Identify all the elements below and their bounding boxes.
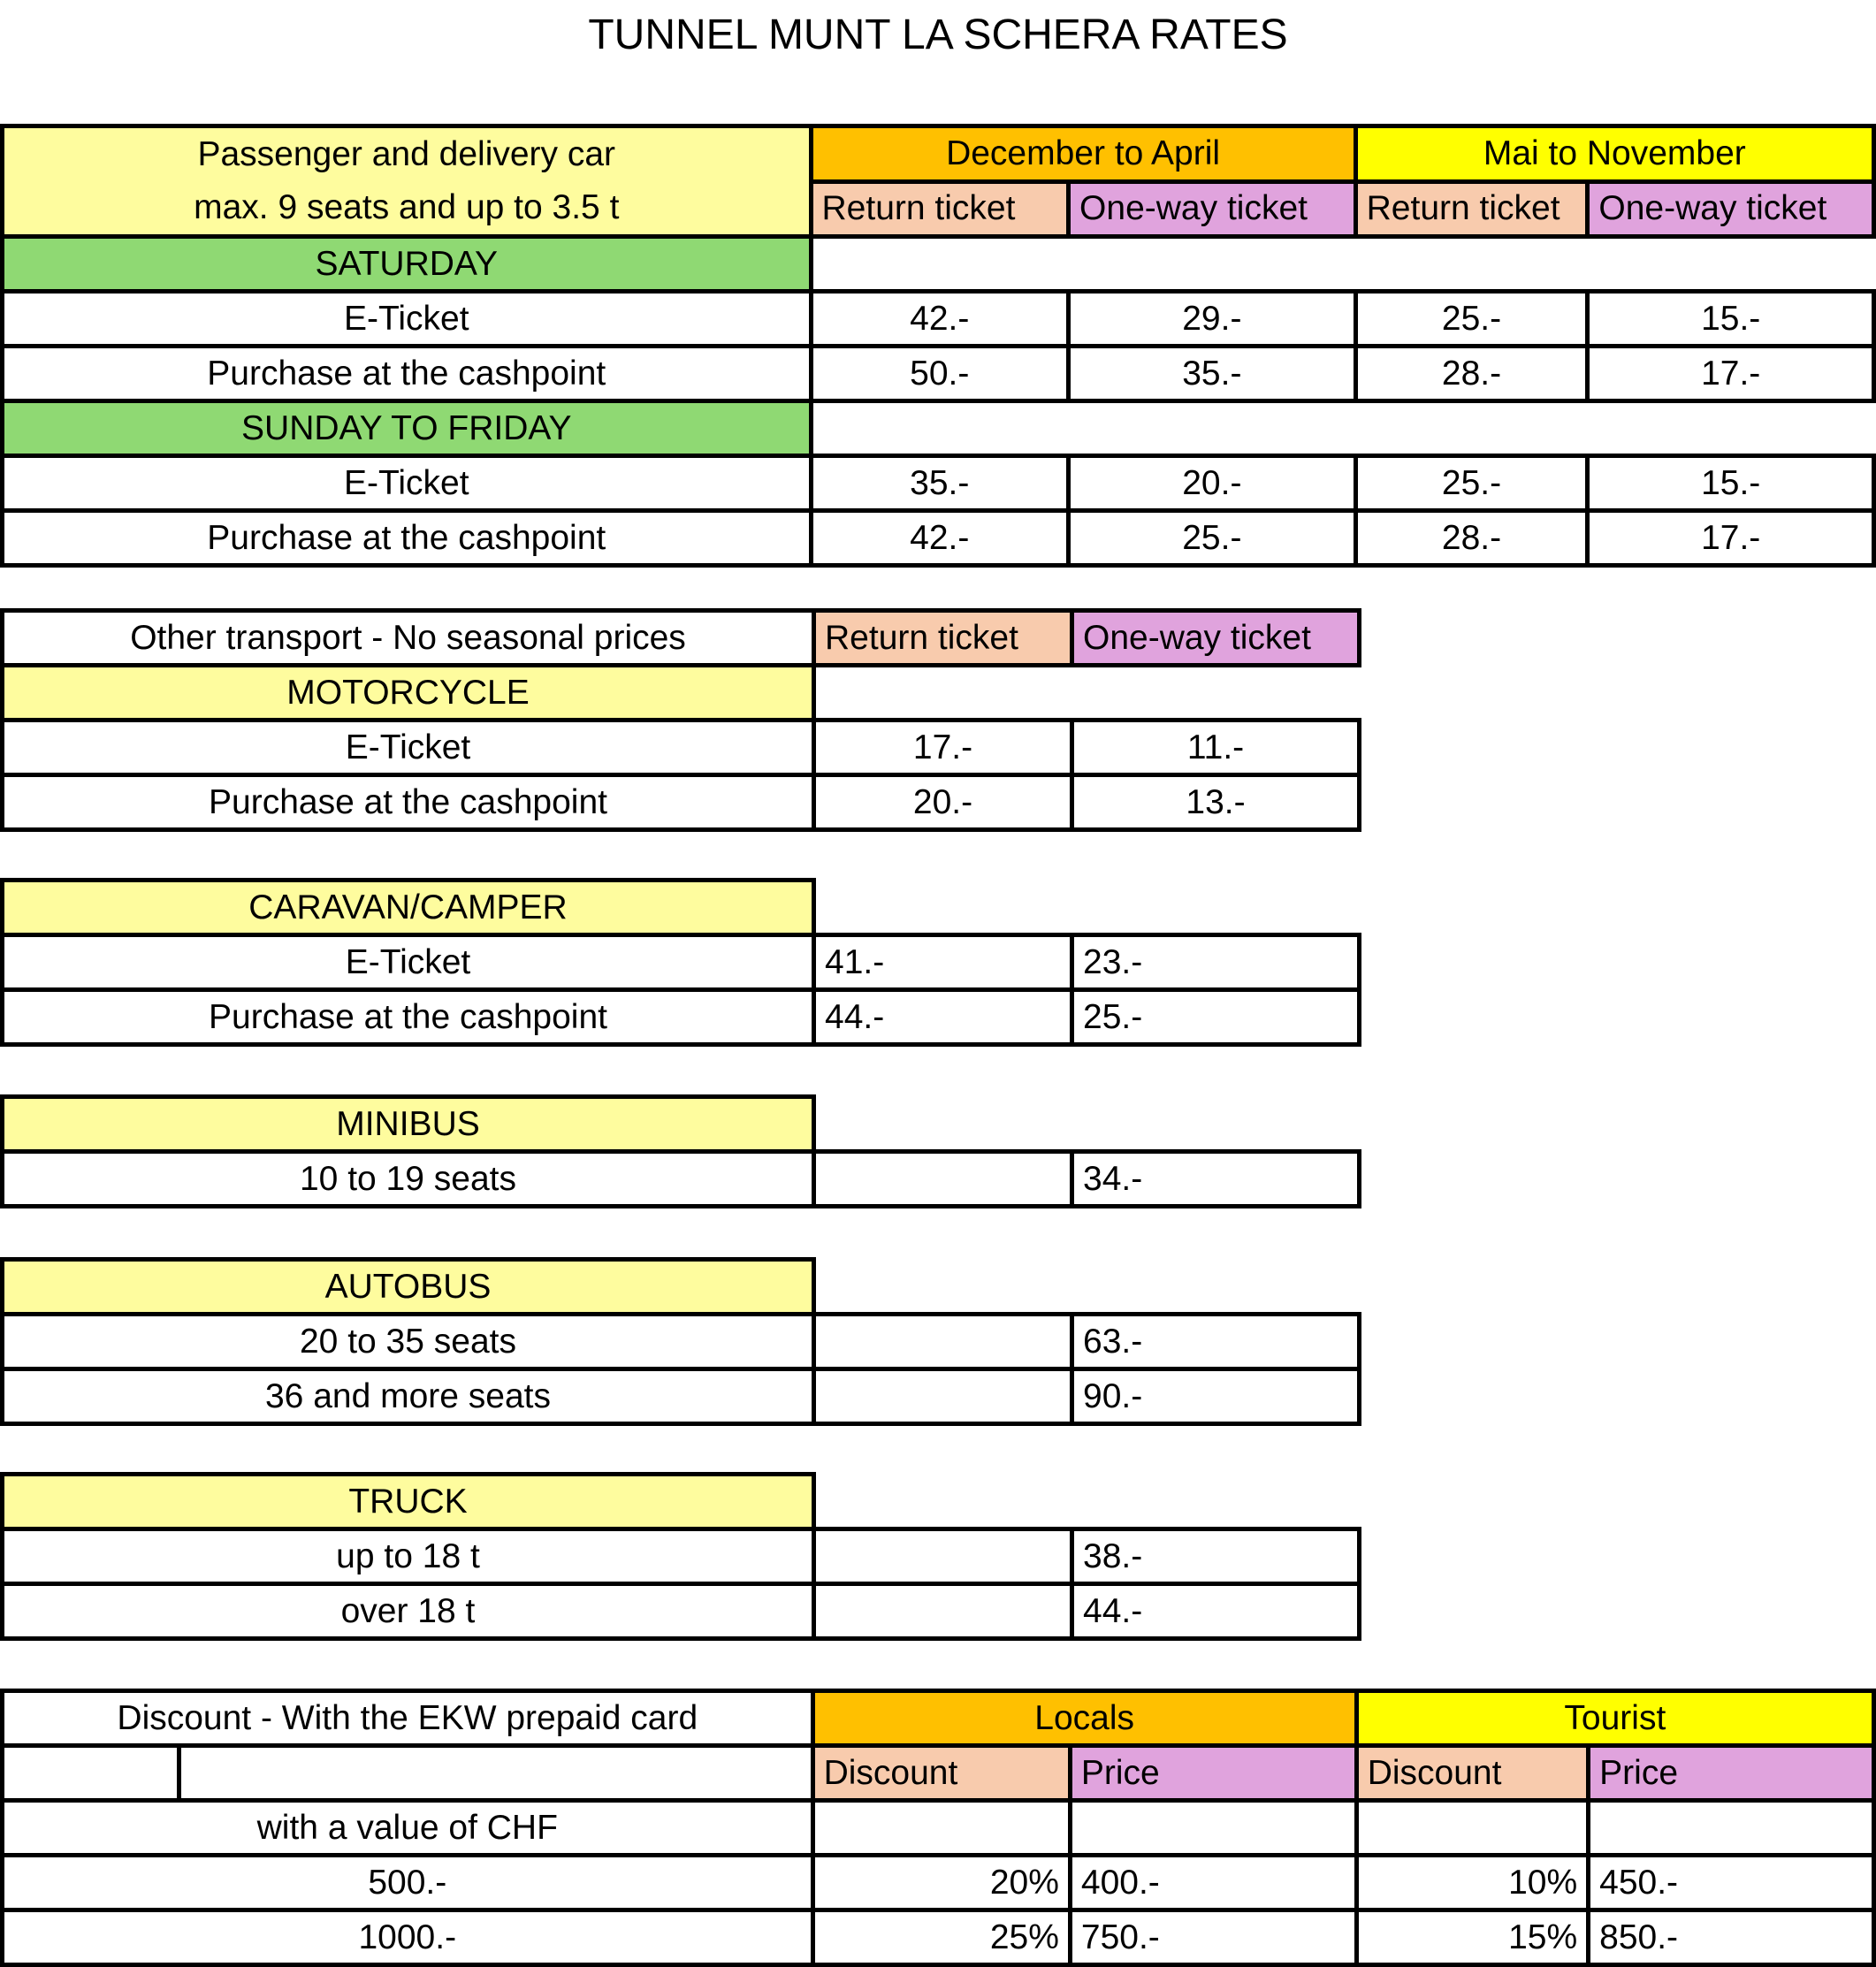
table-row [3, 1475, 1360, 1529]
table-row [3, 611, 1360, 666]
row-label-cell: Purchase at the cashpoint [3, 990, 814, 1045]
price-cell: 63.- [1072, 1315, 1360, 1369]
discount-table [0, 1689, 1876, 1967]
table-row [3, 1584, 1360, 1639]
table-row [3, 511, 1874, 566]
vehicle-header-cell [3, 126, 812, 237]
table-row [3, 1691, 1874, 1746]
price-cell: 17.- [1588, 347, 1874, 401]
row-label-cell: over 18 t [3, 1584, 814, 1639]
table-row [3, 237, 1874, 292]
card-value-cell: 1000.- [3, 1910, 813, 1965]
price-cell [814, 1315, 1072, 1369]
car-rates-table [0, 124, 1876, 568]
oneway-ticket-header-cell: One-way ticket [1072, 611, 1360, 666]
discount-cell: 25% [812, 1910, 1070, 1965]
locals-group-header-cell: Locals [812, 1691, 1356, 1746]
price-cell: 11.- [1072, 720, 1360, 775]
blank-cell [814, 666, 1360, 720]
price-cell: 15.- [1588, 292, 1874, 347]
other-transport-table [0, 608, 1361, 832]
price-cell [814, 1529, 1072, 1584]
price-cell: 25.- [1355, 456, 1588, 511]
price-column-header-cell: Price [1589, 1746, 1874, 1801]
price-cell: 25.- [1072, 990, 1360, 1045]
table-row [3, 1369, 1360, 1424]
price-cell: 34.- [1072, 1152, 1360, 1207]
blank-bordered-cell [812, 1801, 1070, 1856]
table-row [3, 126, 1874, 182]
oneway-ticket-header-cell: One-way ticket [1588, 181, 1874, 237]
row-label-cell: E-Ticket [3, 292, 812, 347]
card-value-cell: 500.- [3, 1856, 813, 1910]
season-header-cell-summer: Mai to November [1355, 126, 1873, 182]
page-title: TUNNEL MUNT LA SCHERA RATES [588, 11, 1288, 58]
day-section-cell: SATURDAY [3, 237, 812, 292]
price-cell: 850.- [1589, 1910, 1874, 1965]
price-cell [814, 1369, 1072, 1424]
blank-bordered-cell [1589, 1801, 1874, 1856]
price-cell: 15.- [1588, 456, 1874, 511]
price-cell: 28.- [1355, 511, 1588, 566]
price-column-header-cell: Price [1070, 1746, 1356, 1801]
row-label-cell: up to 18 t [3, 1529, 814, 1584]
price-cell: 44.- [1072, 1584, 1360, 1639]
value-label-cell: with a value of CHF [3, 1801, 813, 1856]
vehicle-section-cell: TRUCK [3, 1475, 814, 1529]
discount-cell: 15% [1356, 1910, 1588, 1965]
price-cell: 20.- [814, 775, 1072, 830]
table-row [3, 935, 1360, 990]
table-row [3, 666, 1360, 720]
table-row [3, 720, 1360, 775]
table-row [3, 881, 1360, 935]
blank-cell [814, 1260, 1360, 1315]
discount-column-header-cell: Discount [812, 1746, 1070, 1801]
discount-header-cell: Discount - With the EKW prepaid card [3, 1691, 813, 1746]
blank-cell [814, 881, 1360, 935]
row-label-cell: E-Ticket [3, 720, 814, 775]
price-cell: 35.- [811, 456, 1069, 511]
day-section-cell: SUNDAY TO FRIDAY [3, 401, 812, 456]
discount-cell: 10% [1356, 1856, 1588, 1910]
price-cell: 50.- [811, 347, 1069, 401]
vehicle-header-line1: Passenger and delivery car [197, 135, 616, 173]
price-cell: 42.- [811, 292, 1069, 347]
row-label-cell: Purchase at the cashpoint [3, 347, 812, 401]
table-row [3, 401, 1874, 456]
price-cell [814, 1584, 1072, 1639]
table-row [3, 1910, 1874, 1965]
price-cell: 28.- [1355, 347, 1588, 401]
table-row [3, 1315, 1360, 1369]
table-row [3, 347, 1874, 401]
price-cell: 17.- [814, 720, 1072, 775]
price-cell: 35.- [1069, 347, 1356, 401]
price-cell: 13.- [1072, 775, 1360, 830]
price-cell: 44.- [814, 990, 1072, 1045]
spacer-cell [179, 1746, 812, 1801]
price-cell: 25.- [1355, 292, 1588, 347]
spacer-cell [3, 1746, 179, 1801]
blank-cell [814, 1475, 1360, 1529]
table-row [3, 990, 1360, 1045]
table-row [3, 292, 1874, 347]
table-row [3, 1529, 1360, 1584]
discount-column-header-cell: Discount [1356, 1746, 1588, 1801]
vehicle-section-cell: MOTORCYCLE [3, 666, 814, 720]
blank-bordered-cell [1070, 1801, 1356, 1856]
price-cell: 450.- [1589, 1856, 1874, 1910]
price-cell [814, 1152, 1072, 1207]
table-row [3, 1746, 1874, 1801]
row-label-cell: 10 to 19 seats [3, 1152, 814, 1207]
return-ticket-header-cell: Return ticket [814, 611, 1072, 666]
return-ticket-header-cell: Return ticket [1355, 181, 1588, 237]
price-cell: 29.- [1069, 292, 1356, 347]
caravan-table [0, 878, 1361, 1047]
price-cell: 41.- [814, 935, 1072, 990]
row-label-cell: 20 to 35 seats [3, 1315, 814, 1369]
oneway-ticket-header-cell: One-way ticket [1069, 181, 1356, 237]
truck-table [0, 1472, 1361, 1641]
tourist-group-header-cell: Tourist [1356, 1691, 1873, 1746]
autobus-table [0, 1257, 1361, 1426]
minibus-table [0, 1094, 1361, 1208]
season-header-cell-winter: December to April [811, 126, 1355, 182]
row-label-cell: Purchase at the cashpoint [3, 775, 814, 830]
price-cell: 17.- [1588, 511, 1874, 566]
discount-cell: 20% [812, 1856, 1070, 1910]
table-row [3, 775, 1360, 830]
price-cell: 38.- [1072, 1529, 1360, 1584]
price-cell: 25.- [1069, 511, 1356, 566]
blank-cell [811, 401, 1873, 456]
vehicle-header-line2: max. 9 seats and up to 3.5 t [194, 188, 620, 226]
table-row [3, 456, 1874, 511]
price-cell: 90.- [1072, 1369, 1360, 1424]
return-ticket-header-cell: Return ticket [811, 181, 1069, 237]
table-row [3, 1801, 1874, 1856]
price-cell: 400.- [1070, 1856, 1356, 1910]
blank-cell [814, 1097, 1360, 1152]
price-cell: 42.- [811, 511, 1069, 566]
row-label-cell: E-Ticket [3, 935, 814, 990]
table-row [3, 1856, 1874, 1910]
blank-cell [811, 237, 1873, 292]
price-cell: 23.- [1072, 935, 1360, 990]
price-cell: 20.- [1069, 456, 1356, 511]
table-row [3, 1097, 1360, 1152]
vehicle-section-cell: MINIBUS [3, 1097, 814, 1152]
table-row [3, 1152, 1360, 1207]
row-label-cell: Purchase at the cashpoint [3, 511, 812, 566]
row-label-cell: 36 and more seats [3, 1369, 814, 1424]
table-row [3, 1260, 1360, 1315]
other-transport-header-cell: Other transport - No seasonal prices [3, 611, 814, 666]
blank-bordered-cell [1356, 1801, 1588, 1856]
price-cell: 750.- [1070, 1910, 1356, 1965]
vehicle-section-cell: AUTOBUS [3, 1260, 814, 1315]
row-label-cell: E-Ticket [3, 456, 812, 511]
vehicle-section-cell: CARAVAN/CAMPER [3, 881, 814, 935]
